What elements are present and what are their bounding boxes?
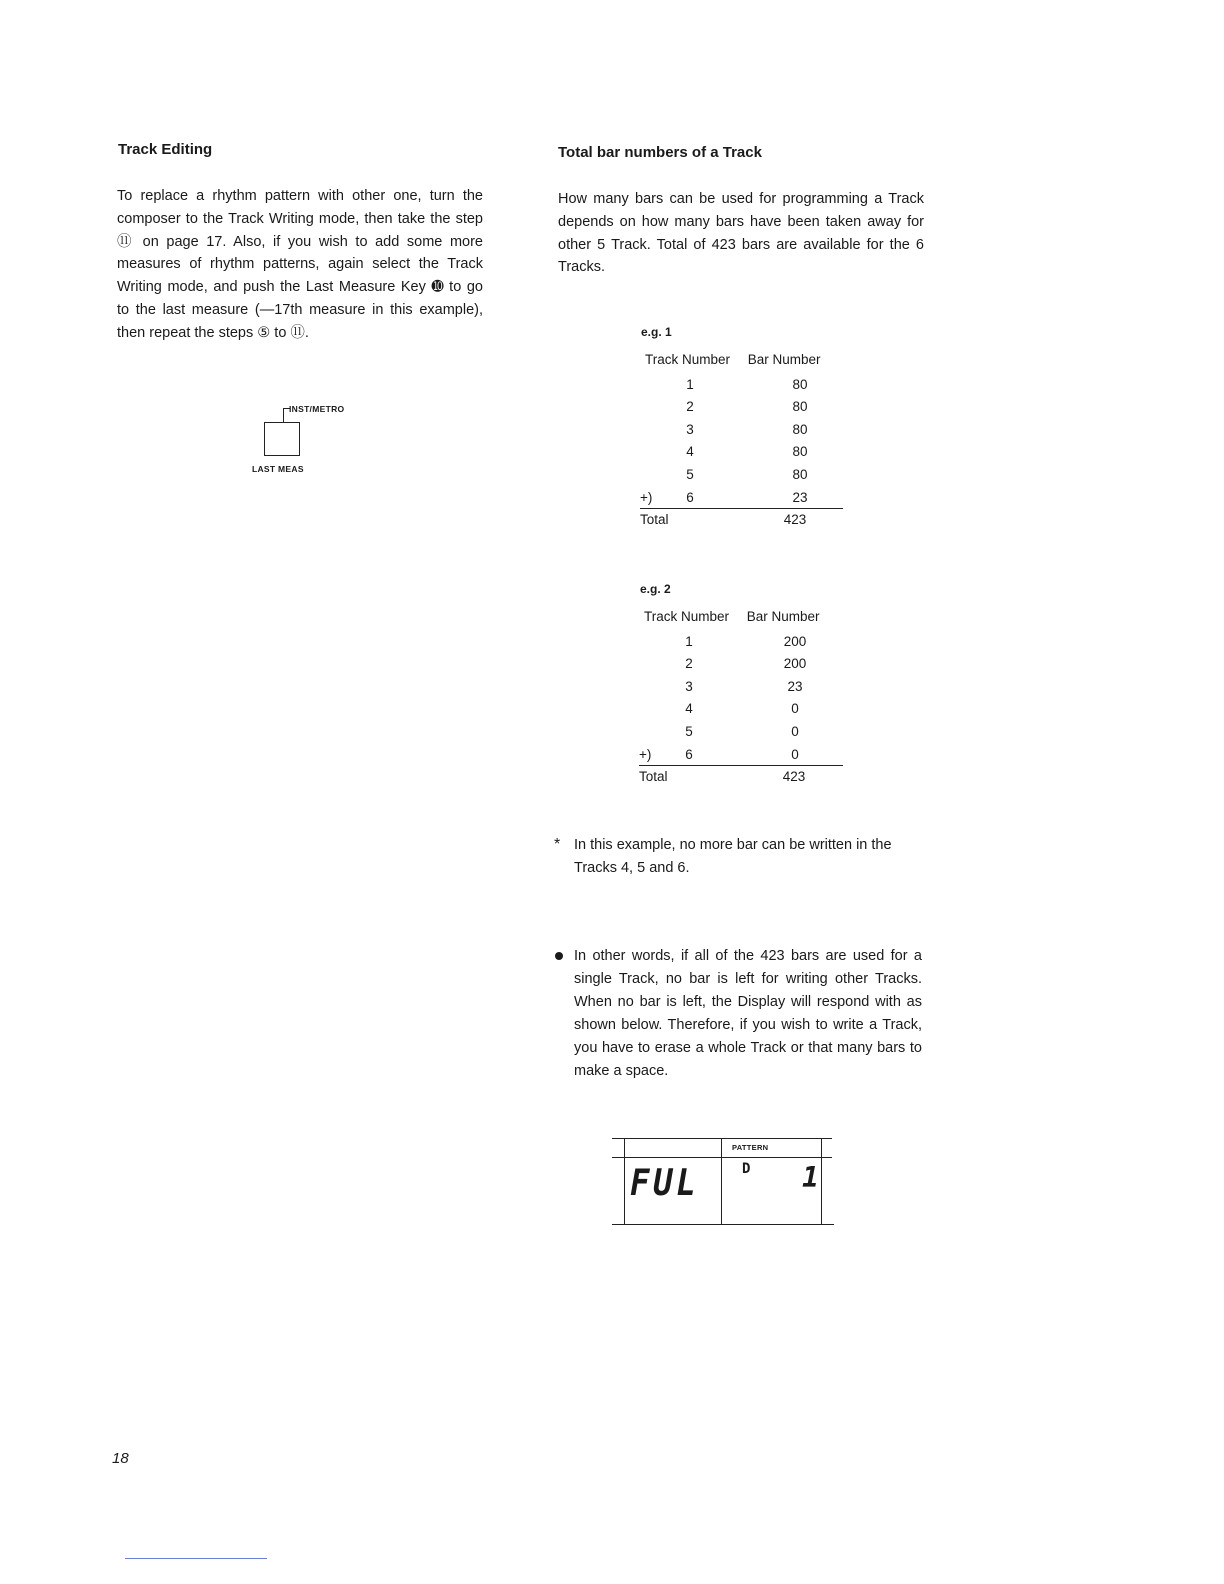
total-row — [619, 766, 859, 788]
display-right-border — [821, 1138, 822, 1224]
table-row: 1 200 — [685, 634, 807, 649]
col-track-number-header: Track Number — [645, 352, 731, 367]
bullet-icon — [555, 952, 563, 960]
display-pattern-digit: 1 — [802, 1161, 819, 1194]
total-row — [620, 509, 860, 531]
table-row: 2 200 — [685, 656, 807, 671]
plus-sign: +) — [640, 490, 653, 505]
table-row: 5 0 — [685, 724, 799, 739]
display-bottom-line — [612, 1224, 834, 1225]
total-label: Total — [640, 512, 669, 527]
page-number: 18 — [112, 1450, 129, 1467]
table-row: 5 80 — [686, 467, 808, 482]
table-row: 4 0 — [685, 701, 799, 716]
total-bars-paragraph: How many bars can be used for programming a Track depends on how many bars have been taken away for other 5 Track. Total of 423 bars are available for the 6 Tracks. — [558, 191, 924, 276]
total-value: 423 — [782, 769, 806, 784]
col-bar-number-header: Bar Number — [747, 352, 821, 367]
lcd-display-illustration — [612, 1135, 834, 1229]
pattern-label: PATTERN — [732, 1143, 769, 1152]
table-row: 3 80 — [686, 422, 808, 437]
table-row: +) 6 0 — [619, 744, 859, 766]
example-1-table — [620, 352, 860, 542]
example-2-header — [644, 609, 820, 624]
table-row: +) 6 23 — [620, 487, 860, 509]
total-value: 423 — [783, 512, 807, 527]
display-left-border — [624, 1138, 625, 1224]
total-label: Total — [639, 769, 668, 784]
table-row: 2 80 — [686, 399, 808, 414]
example-1-header — [645, 352, 821, 367]
table-row: 4 80 — [686, 444, 808, 459]
asterisk-icon: * — [554, 836, 561, 853]
col-bar-number-header: Bar Number — [746, 609, 820, 624]
key-bottom-label: LAST MEAS — [252, 464, 304, 474]
bottom-blue-line — [125, 1558, 267, 1559]
last-measure-key — [264, 422, 300, 456]
display-main-text: FUL — [630, 1163, 700, 1204]
last-measure-key-illustration — [248, 400, 368, 480]
display-divider — [721, 1138, 722, 1224]
bullet-note: In other words, if all of the 423 bars are used for a single Track, no bar is left for writing other Tracks. When no bar is left, the Display will respond with as shown below. Therefore, if you wish to write a Track, you have to erase a whole Track or that many bars to make a space. — [574, 948, 922, 1079]
key-top-label: INST/METRO — [289, 404, 345, 414]
plus-sign: +) — [639, 747, 652, 762]
display-pattern-letter: D — [742, 1161, 751, 1177]
example-2-table — [619, 609, 859, 799]
example-1-label: e.g. 1 — [641, 325, 672, 339]
track-editing-paragraph: To replace a rhythm pattern with other one, turn the composer to the Track Writing mode, then take the step ⑪ on page 17. Also, if you wish to add some more measures of rhythm patterns, again select the Track Writing mode, and push the Last Measure Key ➓ to go to the last measure (—17th measure in this example), then repeat the steps ⑤ to ⑪. — [117, 188, 483, 341]
example-2-label: e.g. 2 — [640, 582, 671, 596]
section-heading-track-editing: Track Editing — [118, 141, 213, 158]
section-heading-total-bar-numbers: Total bar numbers of a Track — [558, 144, 762, 161]
table-row: 3 23 — [685, 679, 803, 694]
table-row: 1 80 — [686, 377, 808, 392]
col-track-number-header: Track Number — [644, 609, 730, 624]
star-note: In this example, no more bar can be written in the Tracks 4, 5 and 6. — [574, 837, 892, 876]
